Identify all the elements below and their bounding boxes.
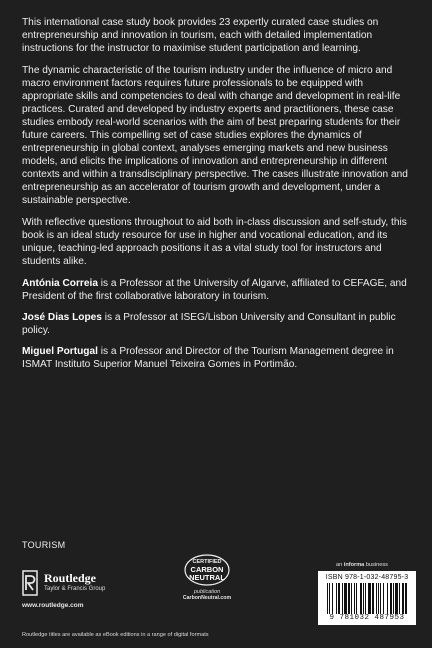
carbon-badge-line2: NEUTRAL: [189, 573, 225, 582]
carbon-badge-line1: CARBON: [190, 565, 224, 574]
publisher-name: Routledge: [44, 571, 96, 585]
author-bio: [22, 311, 412, 337]
carbon-neutral-icon: [183, 553, 231, 587]
author-name: Miguel Portugal: [22, 346, 98, 357]
barcode-bar: [402, 583, 404, 614]
barcode-bar: [405, 583, 407, 614]
informa-business-label: [336, 562, 388, 568]
barcode-bar: [354, 583, 355, 614]
informa-suffix: business: [364, 562, 388, 568]
back-cover-blurb: [22, 16, 412, 379]
barcode-bar: [344, 583, 347, 614]
carbon-neutral-label: publication: [193, 589, 221, 595]
barcode-bar: [338, 583, 340, 614]
barcode-bar: [336, 583, 337, 614]
author-bio-text: is a Professor at ISEG/Lisbon University and Consultant in public policy.: [22, 312, 396, 336]
barcode-bar: [372, 583, 374, 614]
publisher-group: Taylor & Francis Group: [44, 586, 106, 592]
routledge-r-logo-icon: [22, 570, 38, 596]
carbon-neutral-badge: [174, 553, 240, 611]
barcode-bar: [376, 583, 377, 614]
barcode-bar: [393, 583, 394, 614]
barcode-bar: [363, 583, 364, 614]
carbon-neutral-url: CarbonNeutral.com: [182, 595, 232, 601]
barcode-bars: [326, 583, 408, 614]
intro-paragraph: This international case study book provides 23 expertly curated case studies on entrepreneurship and innovation in tourism, each with detailed implementation instructions for the instructor to maximise student participation and learning.: [22, 17, 379, 54]
barcode-bar: [327, 583, 328, 614]
ebook-note: Routledge titles are available as eBook editions in a range of digital formats: [22, 632, 209, 638]
barcode-bar: [378, 583, 379, 614]
body-paragraph: The dynamic characteristic of the tourism industry under the influence of micro and macro environment factors requires future professionals to be equipped with appropriate skills and competencies to deal with change and development in real-life practices. Curated and developed by industry experts and practitioners, these case studies embody real-world scenarios with the aim of best preparing students for their future careers. This compelling set of case studies explores the dynamics of entrepreneurship in global context, analyses emerging markets and new business models, and elicits the implications of innovation and entrepreneurship in different contexts and within a transdisciplinary perspective. The cases illustrate innovation and entrepreneurship as an accelerator of tourism growth and development, under a sustainable perspective.: [22, 65, 408, 206]
barcode-bar: [356, 583, 357, 614]
author-name: José Dias Lopes: [22, 312, 102, 323]
barcode-bar: [387, 583, 388, 614]
subject-category: TOURISM: [22, 540, 66, 550]
author-bio-text: is a Professor and Director of the Tourism Management degree in ISMAT Instituto Superior Manuel Teixeira Gomes in Portimão.: [22, 346, 394, 370]
barcode-bar: [399, 583, 400, 614]
barcode-bar: [342, 583, 343, 614]
closing-paragraph: With reflective questions throughout to aid both in-class discussion and self-study, this book is an ideal study resource for use in higher and vocational education, and its unique, teaching-led approach positions it as a vital study tool for instructors and students alike.: [22, 217, 407, 267]
author-bio: [22, 345, 412, 371]
publisher-logo: [22, 570, 162, 610]
author-bio: [22, 277, 412, 303]
isbn-barcode: [318, 571, 416, 625]
barcode-bar: [380, 583, 381, 614]
barcode-bar: [332, 583, 333, 614]
informa-brand: informa: [343, 562, 365, 568]
barcode-bar: [368, 583, 371, 614]
carbon-badge-top: CERTIFIED: [192, 559, 222, 565]
barcode-bar: [329, 583, 330, 614]
barcode-bar: [365, 583, 366, 614]
barcode-digits: 9 781032 487953: [329, 614, 405, 622]
informa-prefix: an: [336, 562, 344, 568]
barcode-bar: [351, 583, 352, 614]
author-bio-text: is a Professor at the University of Algarve, affiliated to CEFAGE, and President of the first collaborative laboratory in tourism.: [22, 278, 407, 302]
isbn-number: ISBN 978-1-032-48795-3: [325, 574, 409, 581]
carbon-neutral-seal: [183, 553, 231, 587]
barcode-bar: [360, 583, 362, 614]
author-name: Antónia Correia: [22, 278, 98, 289]
barcode-bar: [390, 583, 392, 614]
barcode-bar: [383, 583, 384, 614]
publisher-url: www.routledge.com: [22, 602, 84, 609]
barcode-bar: [395, 583, 398, 614]
barcode-bar: [348, 583, 350, 614]
